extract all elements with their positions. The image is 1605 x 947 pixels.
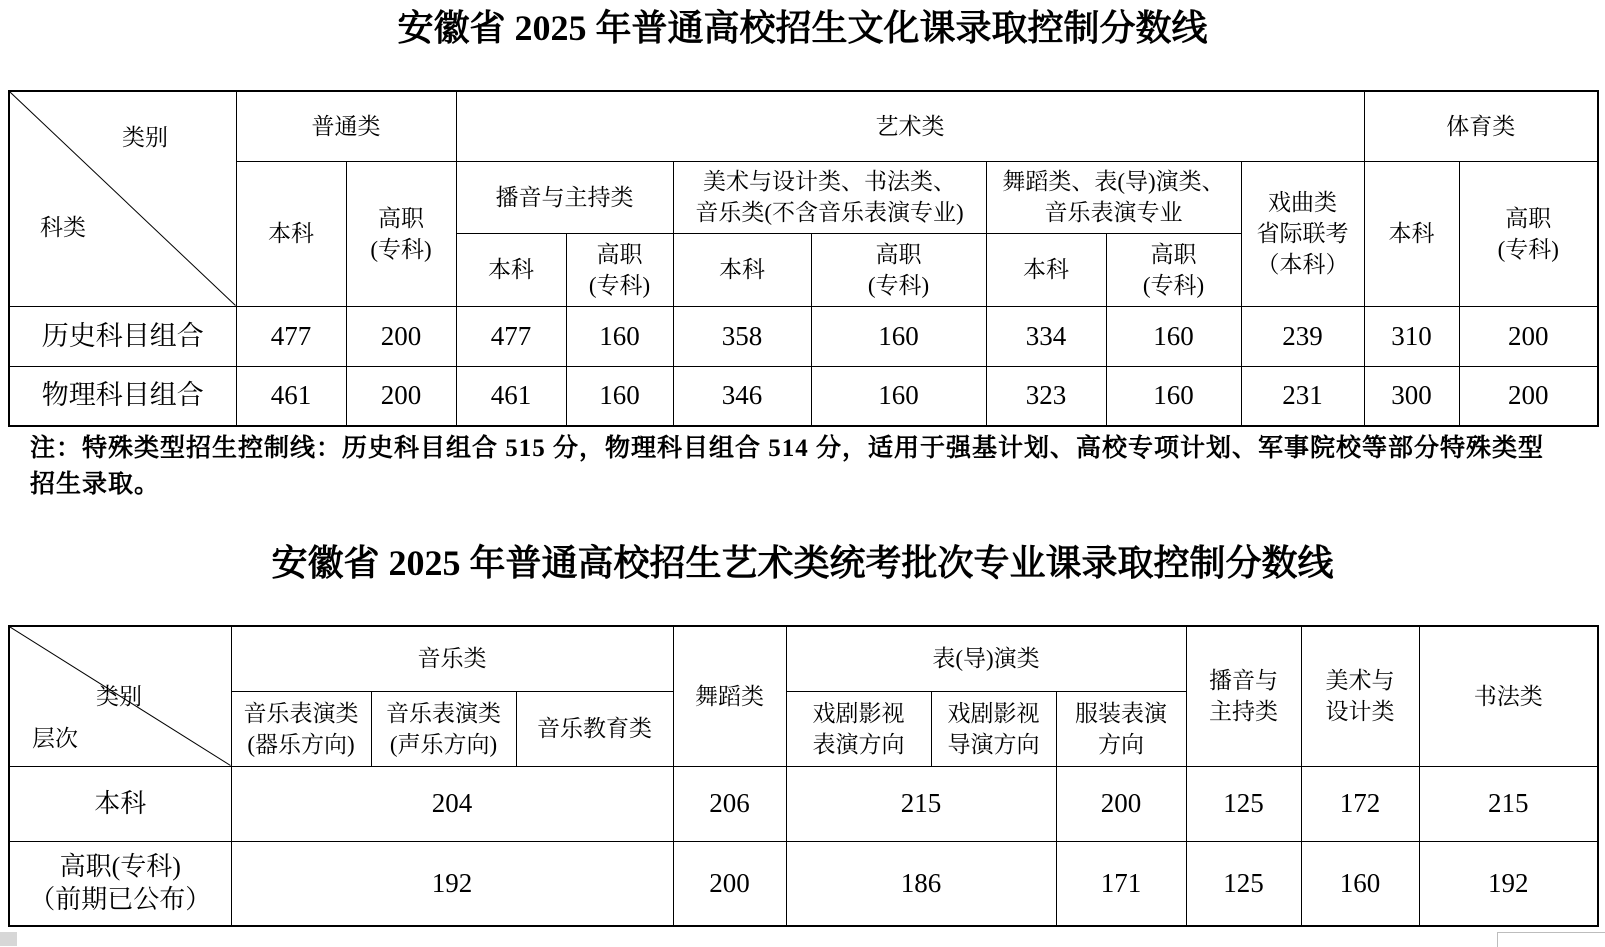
score-cell: 358: [673, 306, 811, 366]
group-header-art: 艺术类: [456, 91, 1364, 161]
score-cell: 160: [1301, 841, 1419, 926]
score-cell: 125: [1186, 841, 1301, 926]
score-cell: 200: [1459, 306, 1598, 366]
col-header-dance: 舞蹈类: [673, 626, 786, 766]
score-cell: 300: [1364, 366, 1459, 426]
col-header-sports-undergrad: 本科: [1364, 161, 1459, 306]
col-header-general-undergrad: 本科: [236, 161, 346, 306]
col-header-line: (器乐方向): [247, 731, 355, 757]
col-header-line: 播音与: [1209, 668, 1279, 694]
score-cell: 200: [346, 366, 456, 426]
table-row-physics: [9, 366, 1598, 426]
score-cell: 200: [346, 306, 456, 366]
col-header-line: 高职: [378, 205, 424, 231]
score-cell: 160: [811, 366, 986, 426]
corner-label-category: 类别: [96, 684, 142, 709]
col-header-line: 服装表演: [1075, 700, 1168, 726]
score-cell: 239: [1241, 306, 1364, 366]
score-cell: 192: [231, 841, 673, 926]
score-cell: 461: [236, 366, 346, 426]
subgroup-header-broadcast: 播音与主持类: [456, 161, 673, 233]
table-culture-score-lines: [8, 90, 1599, 427]
col-header-drama-acting: [786, 691, 931, 766]
col-header-line: 美术与: [1325, 668, 1395, 694]
score-cell: 310: [1364, 306, 1459, 366]
table-row-vocational: [9, 841, 1598, 926]
col-header-line: 美术与设计类、书法类、: [703, 169, 956, 194]
col-header-line: 戏剧影视: [812, 700, 905, 726]
col-header-line: 设计类: [1325, 699, 1395, 725]
score-cell: 215: [786, 766, 1056, 841]
col-header-dance-undergrad: 本科: [986, 233, 1106, 306]
group-header-music: 音乐类: [231, 626, 673, 691]
score-cell: 125: [1186, 766, 1301, 841]
col-header-line: （本科）: [1256, 252, 1349, 277]
col-header-line: 导演方向: [947, 731, 1040, 757]
score-cell: 231: [1241, 366, 1364, 426]
score-cell: 323: [986, 366, 1106, 426]
col-header-fashion-modeling: [1056, 691, 1186, 766]
score-cell: 200: [673, 841, 786, 926]
note-special-admission-line: [30, 431, 1585, 503]
row-label-vocational: [9, 841, 231, 926]
score-cell: 477: [236, 306, 346, 366]
table-row-history: [9, 306, 1598, 366]
col-header-broadcast-undergrad: 本科: [456, 233, 566, 306]
subgroup-header-fine-arts: [673, 161, 986, 233]
col-header-broadcast-vocational: [566, 233, 673, 306]
score-cell: 171: [1056, 841, 1186, 926]
col-header-line: 表演方向: [812, 731, 905, 757]
col-header-music-instrumental: [231, 691, 371, 766]
col-header-art-design: [1301, 626, 1419, 766]
col-header-line: 高职: [1505, 205, 1552, 231]
score-cell: 160: [1106, 306, 1241, 366]
col-header-line: (专科): [370, 236, 432, 262]
col-header-line: 舞蹈类、表(导)演类、: [1002, 169, 1225, 194]
group-header-sports: 体育类: [1364, 91, 1598, 161]
score-cell: 186: [786, 841, 1056, 926]
doc-title-art-exam-scores: 安徽省 2025 年普通高校招生艺术类统考批次专业课录取控制分数线: [271, 543, 1334, 583]
score-cell: 215: [1419, 766, 1598, 841]
col-header-line: 省际联考: [1256, 221, 1349, 246]
table-art-exam-score-lines: [8, 625, 1599, 927]
row-label-history: 历史科目组合: [9, 306, 236, 366]
col-header-line: 高职: [1150, 241, 1197, 267]
gridline-artifact-bottom-left: [0, 932, 17, 946]
row-label-undergrad: 本科: [9, 766, 231, 841]
corner-cell: [9, 626, 231, 766]
row-label-physics: 物理科目组合: [9, 366, 236, 426]
score-cell: 200: [1459, 366, 1598, 426]
col-header-line: 音乐类(不含音乐表演专业): [695, 200, 964, 225]
col-header-line: 音乐表演类: [386, 700, 501, 726]
score-cell: 204: [231, 766, 673, 841]
score-cell: 206: [673, 766, 786, 841]
corner-label-subject: 科类: [40, 215, 86, 240]
col-header-broadcast: [1186, 626, 1301, 766]
col-header-music-vocal: [371, 691, 516, 766]
table-row-undergrad: [9, 766, 1598, 841]
col-header-line: 主持类: [1209, 699, 1279, 725]
corner-cell: [9, 91, 236, 306]
col-header-line: (声乐方向): [389, 731, 498, 757]
gridline-artifact-bottom-right: [1497, 932, 1605, 947]
score-cell: 334: [986, 306, 1106, 366]
score-cell: 160: [811, 306, 986, 366]
group-header-acting: 表(导)演类: [786, 626, 1186, 691]
col-header-general-vocational: [346, 161, 456, 306]
row-label-line: 高职(专科): [59, 852, 181, 882]
col-header-line: 音乐表演类: [243, 700, 359, 726]
score-cell: 192: [1419, 841, 1598, 926]
note-line-2: 招生录取。: [30, 471, 161, 498]
col-header-line: 音乐表演专业: [1044, 200, 1183, 225]
col-header-line: (专科): [1142, 272, 1205, 298]
col-header-opera-joint-exam: [1241, 161, 1364, 306]
col-header-line: 方向: [1098, 731, 1145, 757]
col-header-fine-arts-undergrad: 本科: [673, 233, 811, 306]
score-cell: 477: [456, 306, 566, 366]
score-cell: 160: [566, 306, 673, 366]
col-header-sports-vocational: [1459, 161, 1598, 306]
row-label-line: （前期已公布）: [29, 885, 212, 915]
col-header-line: 戏剧影视: [947, 700, 1040, 726]
note-line-1: 注：特殊类型招生控制线：历史科目组合 515 分，物理科目组合 514 分，适用于强基计划、高校专项计划、军事院校等部分特殊类型: [30, 435, 1545, 462]
col-header-line: (专科): [1497, 236, 1559, 262]
corner-label-level: 层次: [32, 726, 78, 751]
score-cell: 200: [1056, 766, 1186, 841]
col-header-line: (专科): [867, 272, 930, 298]
score-cell: 461: [456, 366, 566, 426]
col-header-line: 戏曲类: [1268, 190, 1337, 215]
col-header-music-education: 音乐教育类: [516, 691, 673, 766]
col-header-fine-arts-vocational: [811, 233, 986, 306]
score-cell: 160: [566, 366, 673, 426]
col-header-calligraphy: 书法类: [1419, 626, 1598, 766]
col-header-line: (专科): [588, 272, 651, 298]
score-cell: 160: [1106, 366, 1241, 426]
group-header-general: 普通类: [236, 91, 456, 161]
col-header-drama-directing: [931, 691, 1056, 766]
col-header-line: 高职: [596, 241, 643, 267]
subgroup-header-dance-acting: [986, 161, 1241, 233]
col-header-dance-vocational: [1106, 233, 1241, 306]
corner-label-category: 类别: [122, 125, 168, 150]
score-cell: 346: [673, 366, 811, 426]
doc-title-culture-scores: 安徽省 2025 年普通高校招生文化课录取控制分数线: [397, 8, 1208, 48]
col-header-line: 高职: [875, 241, 922, 267]
score-cell: 172: [1301, 766, 1419, 841]
